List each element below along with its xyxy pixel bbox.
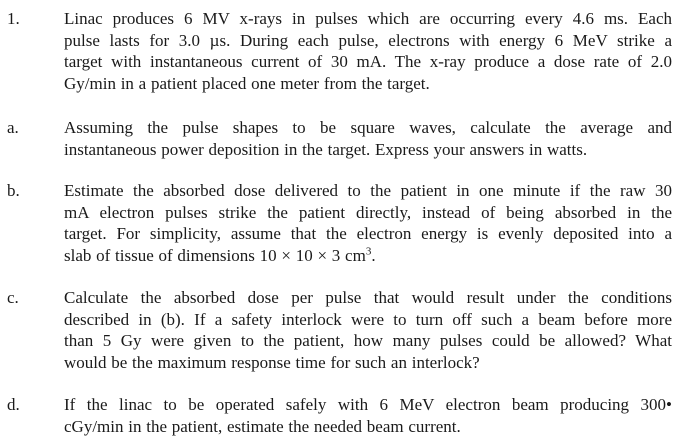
item-letter: c.	[7, 288, 19, 307]
item-letter: b.	[7, 181, 20, 200]
text-line: would be the maximum response time for such an interlock?	[64, 352, 480, 372]
text-line: than 5 Gy were given to the patient, how many pulses could be allowed? What	[64, 331, 672, 350]
text-line: Gy/min in a patient placed one meter from the target.	[64, 73, 430, 93]
problem-statement	[64, 8, 672, 94]
text-line: described in (b). If a safety interlock were to turn off such a beam before more	[64, 309, 672, 329]
text-line: Assuming the pulse shapes to be square waves, calculate the average and	[64, 118, 672, 137]
item-letter: a.	[7, 118, 19, 137]
text-line: slab of tissue of dimensions 10 × 10 × 3 cm	[64, 245, 366, 265]
text-line: target with instantaneous current of 30 mA. The x-ray produce a dose rate of 2.0	[64, 52, 672, 71]
part-b-text	[64, 180, 672, 266]
text-line: mA electron pulses strike the patient directly, instead of being absorbed in the	[64, 202, 672, 222]
part-c-text	[64, 287, 672, 373]
text-line: If the linac to be operated safely with 6 MeV electron beam producing 300•	[64, 395, 672, 414]
item-letter: d.	[7, 395, 20, 414]
text-line: Linac produces 6 MV x-rays in pulses which are occurring every 4.6 ms. Each	[64, 9, 672, 28]
text-line: Calculate the absorbed dose per pulse that would result under the conditions	[64, 288, 672, 307]
text-line: target. For simplicity, assume that the electron energy is evenly deposited into a	[64, 224, 672, 243]
part-d-text	[64, 394, 672, 437]
text-line-with-superscript	[64, 245, 672, 267]
punctuation: .	[371, 245, 376, 265]
part-a-text	[64, 117, 672, 160]
text-line: cGy/min in the patient, estimate the needed beam current.	[64, 416, 461, 436]
superscript: 3	[365, 244, 372, 257]
text-line: instantaneous power deposition in the target. Express your answers in watts.	[64, 139, 588, 159]
text-line: Estimate the absorbed dose delivered to the patient in one minute if the raw 30	[64, 181, 672, 200]
item-number: 1.	[7, 9, 20, 28]
text-line: pulse lasts for 3.0 µs. During each pulse, electrons with energy 6 MeV strike a	[64, 30, 672, 50]
